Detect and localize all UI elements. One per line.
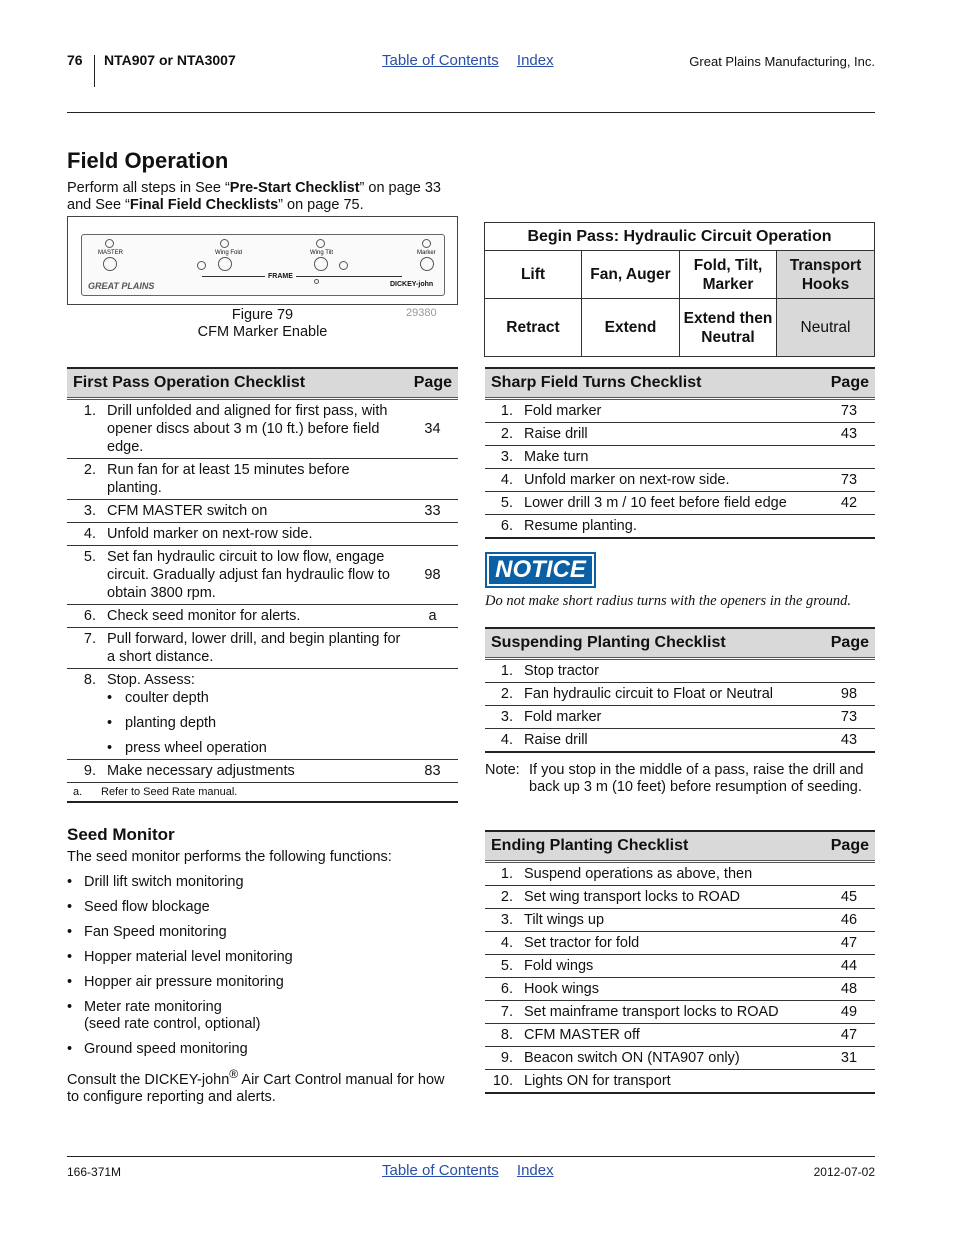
hyd-header-lift: Lift xyxy=(485,251,582,299)
sharp-turns-checklist xyxy=(485,367,875,539)
figure-box xyxy=(67,216,458,305)
row-number: 2. xyxy=(485,682,524,705)
row-number: 3. xyxy=(485,445,524,468)
row-page: 43 xyxy=(823,728,875,752)
table-row xyxy=(67,759,458,782)
row-text: Check seed monitor for alerts. xyxy=(107,604,407,627)
first-pass-title: First Pass Operation Checklist xyxy=(67,368,407,398)
final-field-ref: Final Field Checklists xyxy=(129,197,279,213)
row-page: 49 xyxy=(823,1000,875,1023)
intro-text-2: ” on page 33 and See “ xyxy=(67,180,441,213)
ending-title: Ending Planting Checklist xyxy=(485,831,823,861)
row-number: 1. xyxy=(485,861,524,885)
table-row xyxy=(485,977,875,1000)
row-text: Lower drill 3 m / 10 feet before field edge xyxy=(524,491,823,514)
row-page: 42 xyxy=(823,491,875,514)
list-item: • Ground speed monitoring xyxy=(67,1041,457,1058)
row-number: 3. xyxy=(485,705,524,728)
row-page: 46 xyxy=(823,908,875,931)
hyd-header-fan: Fan, Auger xyxy=(582,251,680,299)
row-number: 3. xyxy=(67,499,107,522)
dickey-john-logo: DICKEY-john xyxy=(390,281,434,288)
seed-monitor-intro: The seed monitor performs the following functions: xyxy=(67,849,392,865)
row-page: 98 xyxy=(823,682,875,705)
row-number: 5. xyxy=(485,954,524,977)
row-number: 3. xyxy=(485,908,524,931)
figure-title: Figure 79 xyxy=(231,307,294,323)
row-text: Hook wings xyxy=(524,977,823,1000)
table-row xyxy=(485,658,875,682)
wing-fold-switch-icon xyxy=(218,257,232,271)
assess-label: Stop. Assess: xyxy=(107,671,195,688)
footer-toc-link[interactable]: Table of Contents xyxy=(382,1162,499,1179)
table-row xyxy=(67,522,458,545)
row-text: Beacon switch ON (NTA907 only) xyxy=(524,1046,823,1069)
row-page: 73 xyxy=(823,705,875,728)
first-pass-page-header: Page xyxy=(407,368,458,398)
row-page: 31 xyxy=(823,1046,875,1069)
row-page: 73 xyxy=(823,468,875,491)
table-row xyxy=(485,1000,875,1023)
table-row xyxy=(485,1046,875,1069)
seed-monitor-list xyxy=(67,874,457,1058)
row-number: 9. xyxy=(485,1046,524,1069)
row-text: Run fan for at least 15 minutes before planting. xyxy=(107,458,407,499)
master-label: MASTER xyxy=(98,250,124,256)
footer-nav xyxy=(382,1162,568,1179)
table-row xyxy=(485,445,875,468)
footnote-key: a. xyxy=(73,785,83,798)
table-footnote xyxy=(67,782,458,802)
table-row xyxy=(485,468,875,491)
row-text: Set wing transport locks to ROAD xyxy=(524,885,823,908)
hyd-header-fold: Fold, Tilt, Marker xyxy=(680,251,777,299)
table-row xyxy=(485,861,875,885)
table-row xyxy=(485,682,875,705)
great-plains-logo: GREAT PLAINS xyxy=(88,281,155,291)
figure-description: CFM Marker Enable xyxy=(197,324,328,340)
table-row xyxy=(485,514,875,538)
intro-text-1: Perform all steps in See “ xyxy=(67,180,230,196)
section-title: Field Operation xyxy=(67,148,229,173)
list-item: • Drill lift switch monitoring xyxy=(67,874,457,891)
frame-label: FRAME xyxy=(265,273,296,280)
manual-model: NTA907 or NTA3007 xyxy=(104,52,236,68)
table-row xyxy=(485,954,875,977)
row-page: 45 xyxy=(823,885,875,908)
row-number: 2. xyxy=(67,458,107,499)
list-item: • Fan Speed monitoring xyxy=(67,924,457,941)
row-text: Stop tractor xyxy=(524,658,823,682)
row-number: 4. xyxy=(485,468,524,491)
row-page: 34 xyxy=(407,398,458,458)
hyd-value-lift: Retract xyxy=(485,299,582,357)
intro-paragraph xyxy=(67,180,457,214)
row-text: Tilt wings up xyxy=(524,908,823,931)
seed-monitor-title: Seed Monitor xyxy=(67,825,175,844)
sharp-turns-title: Sharp Field Turns Checklist xyxy=(485,368,823,398)
row-number: 4. xyxy=(485,728,524,752)
footnote-row xyxy=(67,782,458,802)
bullet-item: • press wheel operation xyxy=(107,739,407,757)
footer-index-link[interactable]: Index xyxy=(516,1162,554,1179)
table-row xyxy=(485,885,875,908)
index-link[interactable]: Index xyxy=(516,52,554,69)
list-item: • Hopper material level monitoring xyxy=(67,949,457,966)
row-page: 83 xyxy=(407,759,458,782)
sharp-turns-page-header: Page xyxy=(823,368,875,398)
table-row xyxy=(485,728,875,752)
frame-line xyxy=(202,276,402,277)
row-number: 4. xyxy=(67,522,107,545)
row-number: 7. xyxy=(485,1000,524,1023)
table-row xyxy=(67,545,458,604)
header-nav xyxy=(382,52,568,69)
row-number: 4. xyxy=(485,931,524,954)
row-page xyxy=(407,668,458,759)
row-text: Suspend operations as above, then xyxy=(524,861,823,885)
document-number: 166-371M xyxy=(67,1165,122,1179)
row-text: Lights ON for transport xyxy=(524,1069,823,1093)
row-number: 6. xyxy=(67,604,107,627)
table-row xyxy=(67,499,458,522)
master-switch-icon xyxy=(103,257,117,271)
row-text: CFM MASTER switch on xyxy=(107,499,407,522)
toc-link[interactable]: Table of Contents xyxy=(382,52,499,69)
row-number: 6. xyxy=(485,977,524,1000)
marker-label: Marker xyxy=(417,250,436,256)
figure-caption xyxy=(67,307,458,341)
wing-tilt-light-icon xyxy=(339,261,348,270)
meter-rate-label: • Meter rate monitoring xyxy=(84,999,222,1015)
hyd-value-hooks: Neutral xyxy=(777,299,875,357)
list-item: • Seed flow blockage xyxy=(67,899,457,916)
hyd-value-fan: Extend xyxy=(582,299,680,357)
page-number: 76 xyxy=(67,52,83,68)
row-number: 8. xyxy=(485,1023,524,1046)
row-page xyxy=(407,522,458,545)
table-row xyxy=(67,458,458,499)
row-text: Set mainframe transport locks to ROAD xyxy=(524,1000,823,1023)
company-name: Great Plains Manufacturing, Inc. xyxy=(689,54,875,69)
footer-rule xyxy=(67,1156,875,1157)
consult-paragraph xyxy=(67,1066,457,1106)
row-text: CFM MASTER off xyxy=(524,1023,823,1046)
row-text: Resume planting. xyxy=(524,514,823,538)
bullet-item: • coulter depth xyxy=(107,689,407,707)
row-number: 10. xyxy=(485,1069,524,1093)
table-row xyxy=(485,705,875,728)
note-text: If you stop in the middle of a pass, raise the drill and back up 3 m (10 feet) before resumption of seeding. xyxy=(529,762,864,795)
row-page xyxy=(823,1069,875,1093)
registered-mark: ® xyxy=(229,1067,239,1081)
row-page xyxy=(407,458,458,499)
row-number: 1. xyxy=(67,398,107,458)
seed-monitor-body xyxy=(67,849,457,1106)
row-number: 7. xyxy=(67,627,107,668)
notice-label: NOTICE xyxy=(489,556,592,584)
consult-text-2: Air Cart Control manual for how to configure reporting and alerts. xyxy=(67,1071,445,1105)
header-divider xyxy=(94,55,95,87)
hydraulic-circuit-table xyxy=(484,222,875,357)
marker-switch-icon xyxy=(420,257,434,271)
row-number: 1. xyxy=(485,658,524,682)
hydraulic-title: Begin Pass: Hydraulic Circuit Operation xyxy=(485,223,875,251)
frame-light-icon xyxy=(314,279,319,284)
bullet-item: • planting depth xyxy=(107,714,407,732)
cfm-control-panel xyxy=(81,234,445,296)
note-label: Note: xyxy=(485,762,520,778)
row-page: 47 xyxy=(823,1023,875,1046)
row-text: Unfold marker on next-row side. xyxy=(524,468,823,491)
row-text: Make turn xyxy=(524,445,823,468)
table-row xyxy=(67,398,458,458)
consult-text-1: Consult the DICKEY-john xyxy=(67,1071,230,1088)
footnote-text: Refer to Seed Rate manual. xyxy=(101,785,238,798)
table-row xyxy=(67,604,458,627)
wing-tilt-label: Wing Tilt xyxy=(310,250,334,256)
row-text: Unfold marker on next-row side. xyxy=(107,522,407,545)
suspending-checklist xyxy=(485,627,875,753)
table-row xyxy=(67,668,458,759)
row-number: 5. xyxy=(485,491,524,514)
row-page: 98 xyxy=(407,545,458,604)
row-number: 2. xyxy=(485,422,524,445)
wing-tilt-switch-icon xyxy=(314,257,328,271)
row-page: 48 xyxy=(823,977,875,1000)
row-text: Set tractor for fold xyxy=(524,931,823,954)
row-page xyxy=(823,445,875,468)
row-text: Raise drill xyxy=(524,728,823,752)
row-text: Fold marker xyxy=(524,398,823,422)
note xyxy=(485,762,875,796)
row-number: 6. xyxy=(485,514,524,538)
wing-tilt-indicator xyxy=(316,239,325,248)
row-page: a xyxy=(407,604,458,627)
table-row xyxy=(485,931,875,954)
row-text: Set fan hydraulic circuit to low flow, engage circuit. Gradually adjust fan hydraulic flow to obtain 3800 rpm. xyxy=(107,545,407,604)
pre-start-ref: Pre-Start Checklist xyxy=(229,180,360,196)
ending-page-header: Page xyxy=(823,831,875,861)
table-row xyxy=(485,422,875,445)
marker-indicator xyxy=(422,239,431,248)
list-item: • Hopper air pressure monitoring xyxy=(67,974,457,991)
wing-fold-label: Wing Fold xyxy=(215,250,243,256)
header-rule xyxy=(67,112,875,113)
first-pass-checklist xyxy=(67,367,458,803)
row-page: 33 xyxy=(407,499,458,522)
row-text xyxy=(107,668,407,759)
row-page: 43 xyxy=(823,422,875,445)
row-text: Fold marker xyxy=(524,705,823,728)
table-row xyxy=(485,491,875,514)
notice-text: Do not make short radius turns with the openers in the ground. xyxy=(485,593,851,609)
row-number: 5. xyxy=(67,545,107,604)
suspending-page-header: Page xyxy=(823,628,875,658)
row-page: 47 xyxy=(823,931,875,954)
row-page xyxy=(823,658,875,682)
row-page xyxy=(407,627,458,668)
table-row xyxy=(485,1069,875,1093)
table-row xyxy=(485,398,875,422)
notice-badge xyxy=(485,552,596,588)
row-page: 44 xyxy=(823,954,875,977)
hyd-header-hooks: Transport Hooks xyxy=(777,251,875,299)
table-row xyxy=(485,1023,875,1046)
row-number: 8. xyxy=(67,668,107,759)
ending-checklist xyxy=(485,830,875,1094)
meter-rate-sub: (seed rate control, optional) xyxy=(84,1016,261,1032)
suspending-title: Suspending Planting Checklist xyxy=(485,628,823,658)
list-item xyxy=(67,999,457,1033)
master-indicator xyxy=(105,239,114,248)
row-text: Fan hydraulic circuit to Float or Neutral xyxy=(524,682,823,705)
row-text: Fold wings xyxy=(524,954,823,977)
intro-text-3: ” on page 75. xyxy=(278,197,364,213)
row-number: 9. xyxy=(67,759,107,782)
hyd-value-fold: Extend then Neutral xyxy=(680,299,777,357)
row-page: 73 xyxy=(823,398,875,422)
figure-number: 29380 xyxy=(406,307,437,319)
row-text: Pull forward, lower drill, and begin planting for a short distance. xyxy=(107,627,407,668)
row-text: Drill unfolded and aligned for first pass, with opener discs about 3 m (10 ft.) before field edge. xyxy=(107,398,407,458)
row-page xyxy=(823,861,875,885)
row-number: 2. xyxy=(485,885,524,908)
row-page xyxy=(823,514,875,538)
row-text: Raise drill xyxy=(524,422,823,445)
row-text: Make necessary adjustments xyxy=(107,759,407,782)
wing-fold-light-icon xyxy=(197,261,206,270)
wing-fold-indicator xyxy=(220,239,229,248)
row-number: 1. xyxy=(485,398,524,422)
table-row xyxy=(485,908,875,931)
table-row xyxy=(67,627,458,668)
document-date: 2012-07-02 xyxy=(813,1165,875,1179)
